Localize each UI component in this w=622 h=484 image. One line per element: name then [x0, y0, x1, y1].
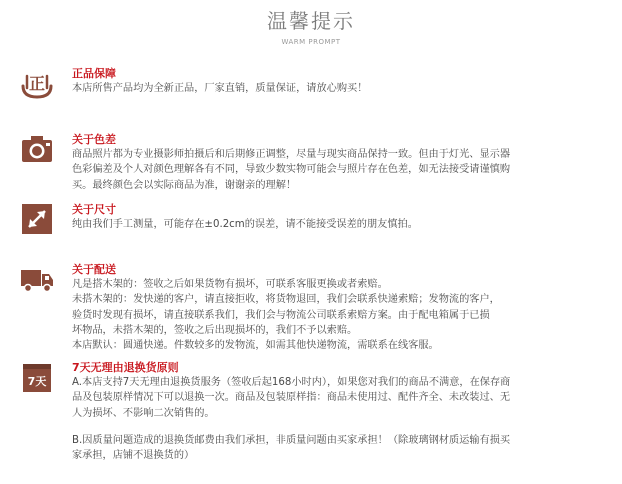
text-line: 家承担，店铺不退换货的）: [72, 450, 195, 462]
text-line: 未搭木架的：发快递的客户，请直接拒收，将货物退回，我们会联系快递索赔；发物流的客户，: [72, 294, 500, 306]
camera-icon: [20, 132, 54, 166]
page-subtitle: WARM PROMPT: [281, 38, 341, 46]
truck-icon: [20, 262, 54, 296]
seven-day-return-icon: [20, 360, 54, 394]
text-line: 验货时发现有损坏，请直接联系我们，我们会与物流公司联系索赔方案。由于配电箱属于已损: [72, 309, 490, 321]
text-line: 凡是搭木架的：签收之后如果货物有损坏，可联系客服更换或者索赔。: [72, 279, 388, 290]
section-title-color: 关于色差: [72, 133, 116, 146]
text-line: 品及包装原样情况下可以退换一次。商品及包装原样指：商品未使用过、配件齐全、未改装过、无: [72, 392, 511, 404]
section-title-size: 关于尺寸: [72, 203, 116, 216]
page-header: [0, 8, 622, 47]
text-line: B.因质量问题造成的退换货邮费由我们承担，非质量问题由买家承担！（除玻璃钢材质运输有损买: [72, 434, 511, 446]
text-line: 坏物品，未搭木架的，签收之后出现损坏的，我们不予以索赔。: [72, 324, 358, 336]
text-line: 商品照片都为专业摄影师拍摄后和后期修正调整，尽量与现实商品保持一致。但由于灯光、显示器: [72, 149, 511, 160]
text-line: 本店所售产品均为全新正品，厂家直销，质量保证，请放心购买！: [72, 83, 368, 94]
page-title: 温馨提示: [267, 9, 355, 33]
section-title-returns: 7天无理由退换货原则: [72, 361, 179, 374]
svg-text:7天: 7天: [27, 375, 47, 388]
text-line: 本店默认：圆通快递。件数较多的发物流，如需其他快递物流，需联系在线客服。: [72, 340, 439, 352]
section-title-delivery: 关于配送: [72, 263, 116, 276]
svg-text:正: 正: [28, 74, 46, 93]
text-line: 色彩偏差及个人对颜色理解各有不同，导致少数实物可能会与照片存在色差，如无法接受请谨慎购: [72, 164, 511, 176]
resize-arrow-icon: [20, 202, 54, 236]
text-line: A.本店支持7天无理由退换货服务（签收后起168小时内），如果您对我们的商品不满意，在保存商: [72, 377, 511, 388]
text-line: 人为损坏、不影响二次销售的。: [72, 407, 215, 419]
authentic-icon: [20, 66, 54, 100]
text-line: 纯由我们手工测量，可能存在±0.2cm的误差，请不能接受误差的朋友慎拍。: [72, 219, 418, 230]
section-title-authentic: 正品保障: [72, 67, 116, 80]
text-line: 买。最终颜色会以实际商品为准，谢谢亲的理解！: [72, 179, 297, 191]
